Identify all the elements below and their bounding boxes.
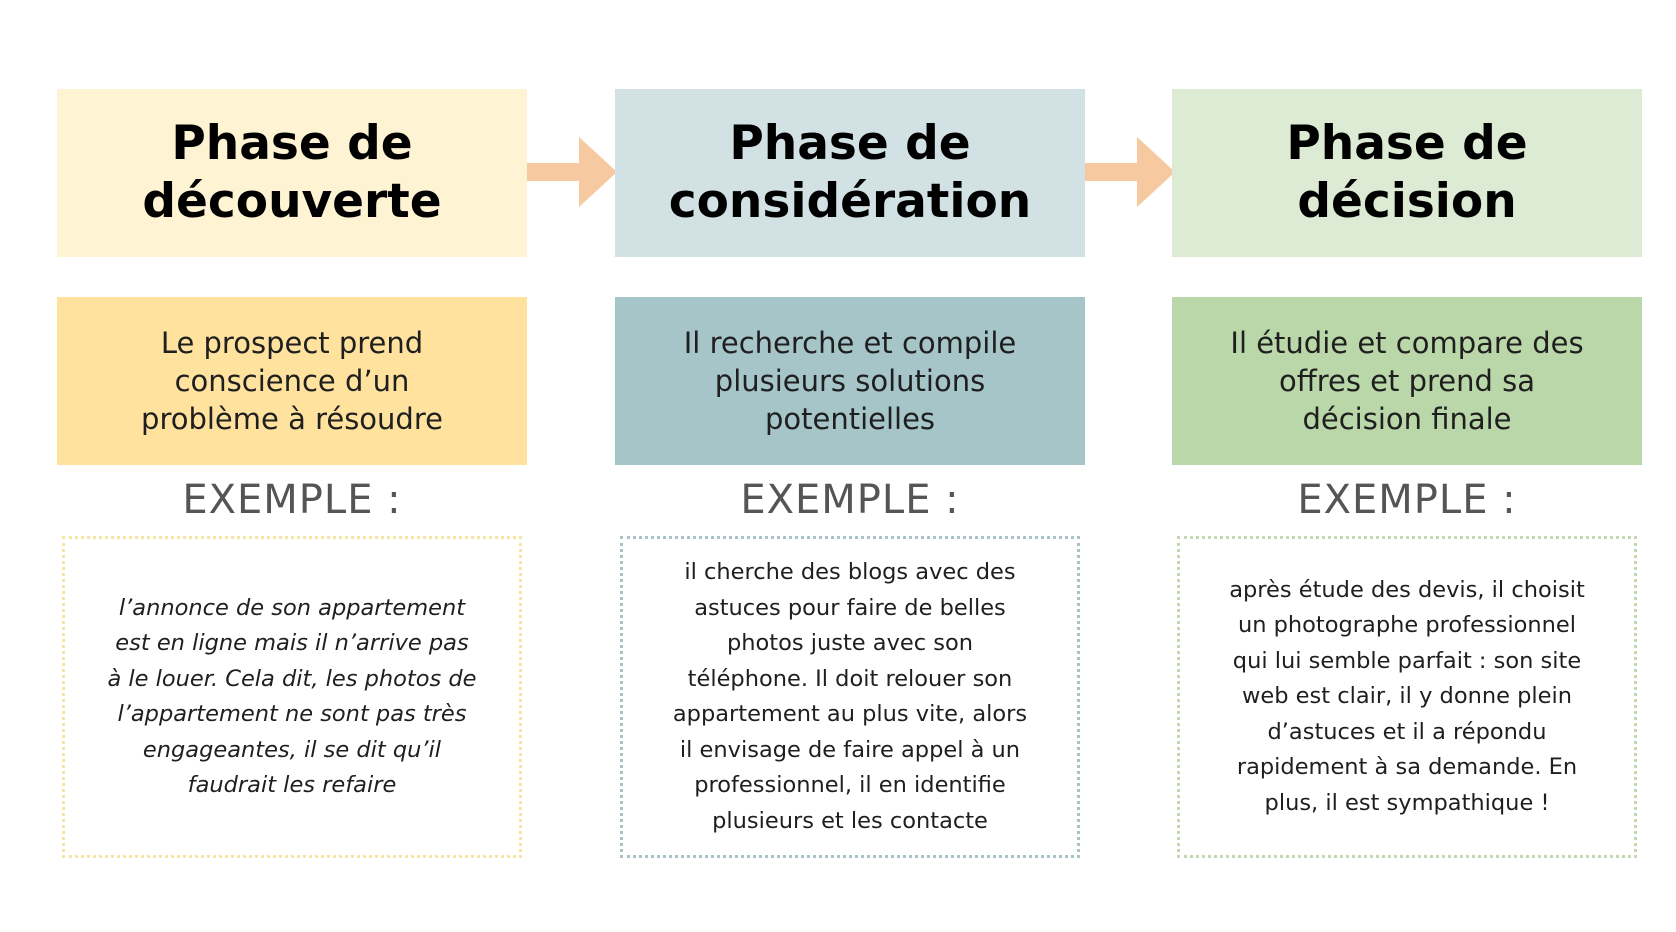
phase-consideration-title: Phase de considération xyxy=(668,116,1032,229)
phase-decision-example-label: EXEMPLE : xyxy=(1297,477,1517,523)
phase-consideration-header xyxy=(615,89,1085,257)
phase-discovery-example-box xyxy=(62,536,522,858)
arrow-right-icon xyxy=(527,137,617,207)
phase-decision-example-text: après étude des devis, il choisit un photographe professionnel qui lui semble parfait : son site web est clair, il y donne plein d’astuces et il a répondu rapidement à sa demande. En plus, il est sympathique ! xyxy=(1229,576,1585,816)
phase-discovery-description-box xyxy=(57,297,527,465)
phase-decision-title: Phase de décision xyxy=(1286,116,1528,229)
phase-consideration-example-box xyxy=(620,536,1080,858)
phase-decision-header xyxy=(1172,89,1642,257)
phase-consideration-description: Il recherche et compile plusieurs solutions potentielles xyxy=(683,326,1017,436)
phase-consideration-example-label: EXEMPLE : xyxy=(740,477,960,523)
phase-decision-description-box xyxy=(1172,297,1642,465)
phase-discovery-description: Le prospect prend conscience d’un problème à résoudre xyxy=(141,326,443,436)
phase-consideration-description-box xyxy=(615,297,1085,465)
phase-decision-description: Il étudie et compare des offres et prend sa décision finale xyxy=(1230,326,1584,436)
phase-discovery-example-text: l’annonce de son appartement est en ligne mais il n’arrive pas à le louer. Cela dit, les photos de l’appartement ne sont pas très engageantes, il se dit qu’il faudrait les refaire xyxy=(107,594,477,798)
phase-consideration-example-text: il cherche des blogs avec des astuces pour faire de belles photos juste avec son téléphone. Il doit relouer son appartement au plus vite, alors il envisage de faire appel à un professionnel, il en identifie plusieurs et les contacte xyxy=(672,559,1028,834)
phase-discovery-example-label: EXEMPLE : xyxy=(182,477,402,523)
arrow-right-icon xyxy=(1085,137,1175,207)
phase-decision-example-box xyxy=(1177,536,1637,858)
phase-discovery-header xyxy=(57,89,527,257)
phase-discovery-title: Phase de découverte xyxy=(142,116,442,229)
